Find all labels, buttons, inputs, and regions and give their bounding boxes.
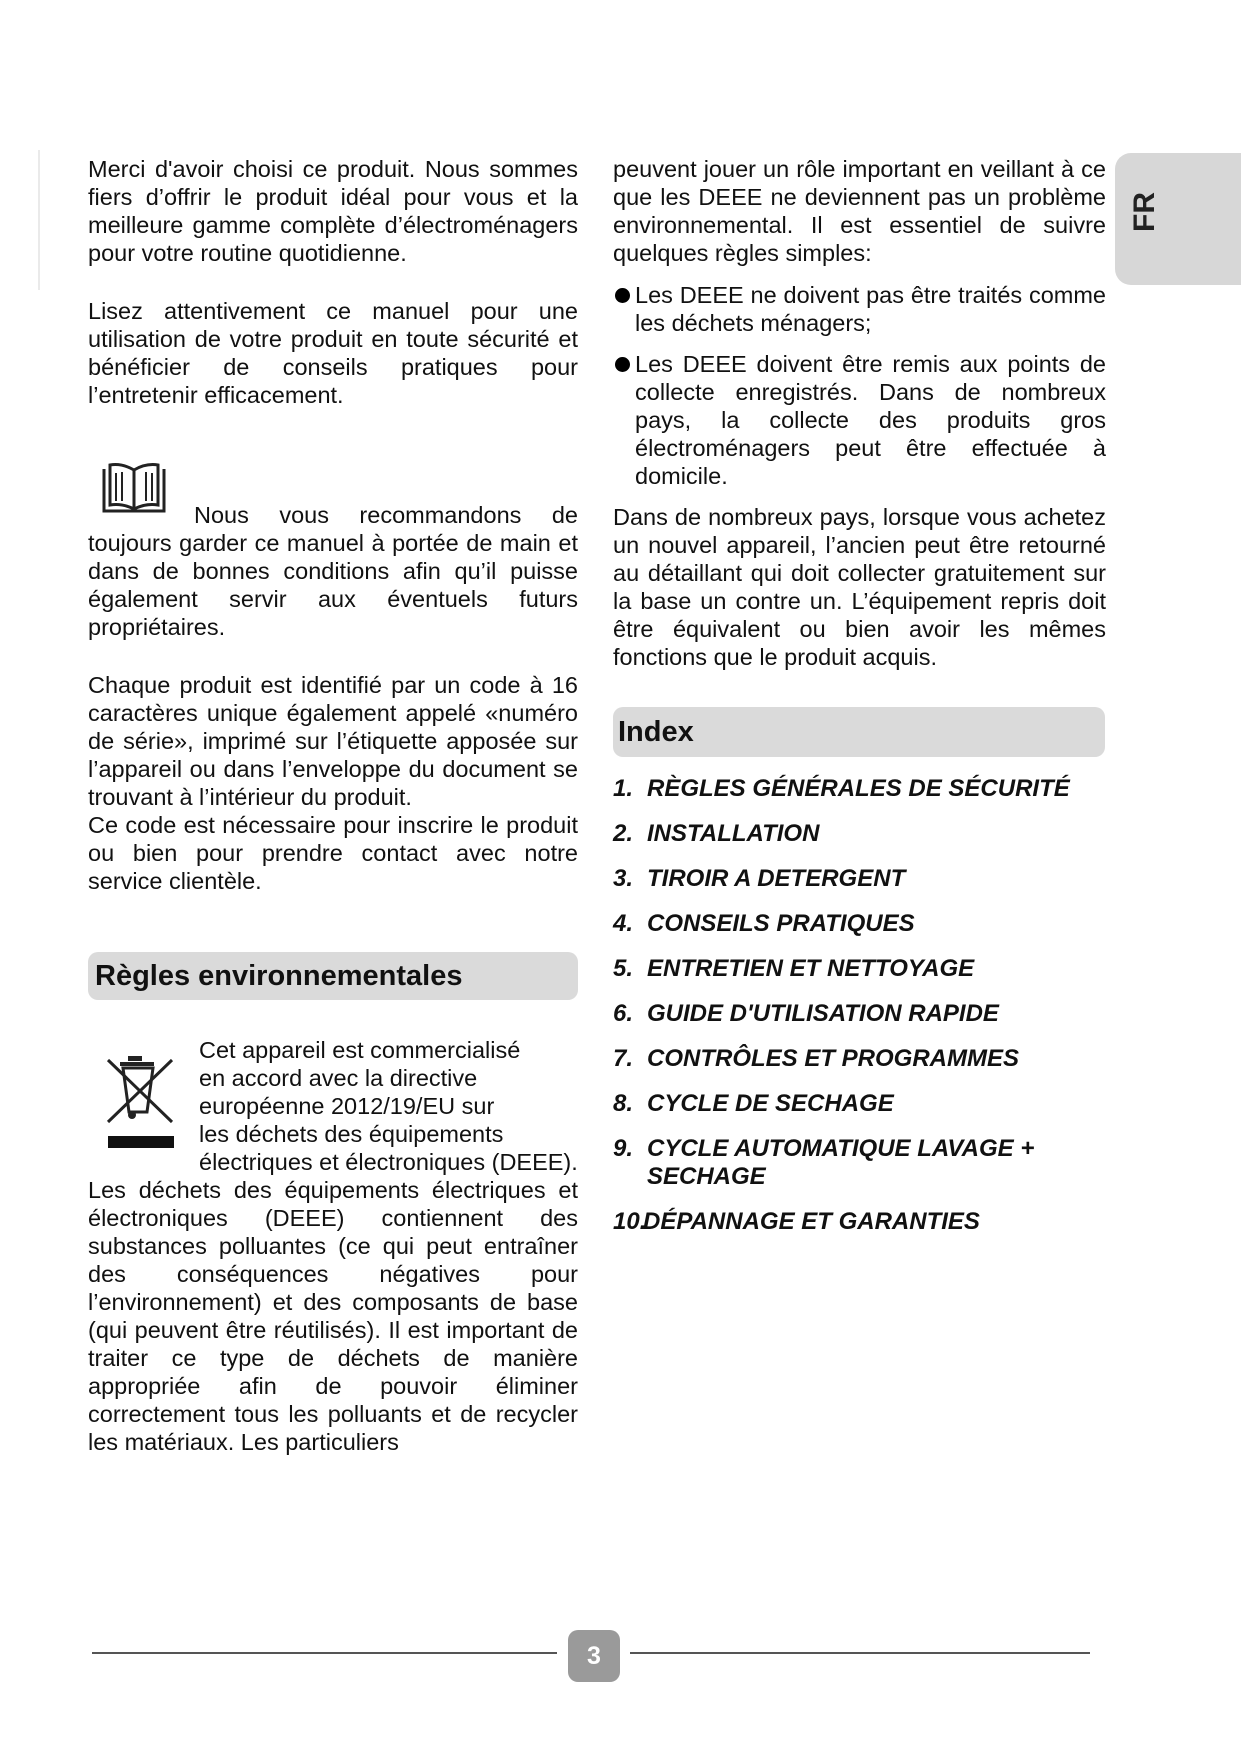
weee-line-3: européenne 2012/19/EU sur [199,1093,495,1119]
index-item-detergent-drawer[interactable]: 3. TIROIR A DETERGENT [613,865,906,892]
weee-note [88,1036,578,1176]
environment-heading: Règles environnementales [88,952,578,1000]
footer-rule-left [92,1652,557,1654]
index-item-troubleshooting[interactable]: 10. DÉPANNAGE ET GARANTIES [613,1208,980,1235]
index-item-maintenance[interactable]: 5. ENTRETIEN ET NETTOYAGE [613,955,975,982]
weee-line-5: électriques et électroniques (DEEE). [199,1149,578,1175]
right-column [613,155,1106,1253]
weee-line-4: les déchets des équipements [199,1121,504,1147]
index-item-practical-tips[interactable]: 4. CONSEILS PRATIQUES [613,910,915,937]
footer-rule-right [630,1652,1090,1654]
weee-line-1: Cet appareil est commercialisé [199,1037,521,1063]
index-heading: Index [613,707,1105,757]
index-item-safety[interactable]: 1. RÈGLES GÉNÉRALES DE SÉCURITÉ [613,775,1070,802]
manual-note [88,461,578,641]
list-item: Les DEEE doivent être remis aux points de collecte enregistrés. Dans de nombreux pays, la collecte des produits gros électroménagers peut être effectuée à domicile. [613,350,1106,490]
left-column [88,155,578,1456]
list-item: Les DEEE ne doivent pas être traités comme les déchets ménagers; [613,281,1106,337]
index-item-auto-wash-dry[interactable]: 9. CYCLE AUTOMATIQUE LAVAGE + SECHAGE [613,1135,1035,1190]
book-icon [100,461,168,515]
language-tab [1115,153,1241,285]
intro-paragraph-3: Nous vous recommandons de toujours garder ce manuel à portée de main et dans de bonnes conditions afin qu’il puisse également servir aux éventuels futurs propriétaires. [88,502,578,640]
index-item-drying-cycle[interactable]: 8. CYCLE DE SECHAGE [613,1090,894,1117]
weee-line-2: en accord avec la directive [199,1065,478,1091]
weee-paragraph: Les déchets des équipements électriques et électroniques (DEEE) contiennent des substances polluantes (ce qui peut entraîner des conséquences négatives pour l’environnement) et des composants de base (qui peuvent être réutilisés). Il est important de traiter ce type de déchets de manière appropriée afin de pouvoir éliminer correctement tous les polluants et de recycler les matériaux. Les particuliers [88,1177,578,1455]
language-tab-label: FR [1128,192,1161,232]
weee-continued-paragraph: peuvent jouer un rôle important en veillant à ce que les DEEE ne deviennent pas un problème environnemental. Il est essentiel de suivre quelques règles simples: [613,156,1106,266]
crossed-bin-icon [106,1052,176,1152]
page-edge-mark [38,150,40,290]
intro-paragraph-4: Chaque produit est identifié par un code à 16 caractères unique également appelé «numéro de série», imprimé sur l’étiquette apposée sur l’appareil ou dans l’enveloppe du document se trouvant à l’intérieur du produit. [88,672,578,810]
index-item-controls-programs[interactable]: 7. CONTRÔLES ET PROGRAMMES [613,1045,1020,1072]
weee-rules-list [613,281,1106,490]
index-item-quick-guide[interactable]: 6. GUIDE D'UTILISATION RAPIDE [613,1000,999,1027]
page-number-badge: 3 [568,1630,620,1682]
intro-paragraph-5: Ce code est nécessaire pour inscrire le produit ou bien pour prendre contact avec notre service clientèle. [88,812,578,894]
intro-paragraph-2: Lisez attentivement ce manuel pour une utilisation de votre produit en toute sécurité et bénéficier de conseils pratiques pour l’entretenir efficacement. [88,298,578,408]
intro-paragraph-1: Merci d'avoir choisi ce produit. Nous sommes fiers d’offrir le produit idéal pour vous et la meilleure gamme complète d’électroménagers pour votre routine quotidienne. [88,156,578,266]
index-list [613,775,1106,1236]
index-item-installation[interactable]: 2. INSTALLATION [613,820,820,847]
retail-return-paragraph: Dans de nombreux pays, lorsque vous achetez un nouvel appareil, l’ancien peut être retourné au détaillant qui doit collecter gratuitement sur la base un contre un. L’équipement repris doit être équivalent ou bien avoir les mêmes fonctions que le produit acquis. [613,504,1106,670]
